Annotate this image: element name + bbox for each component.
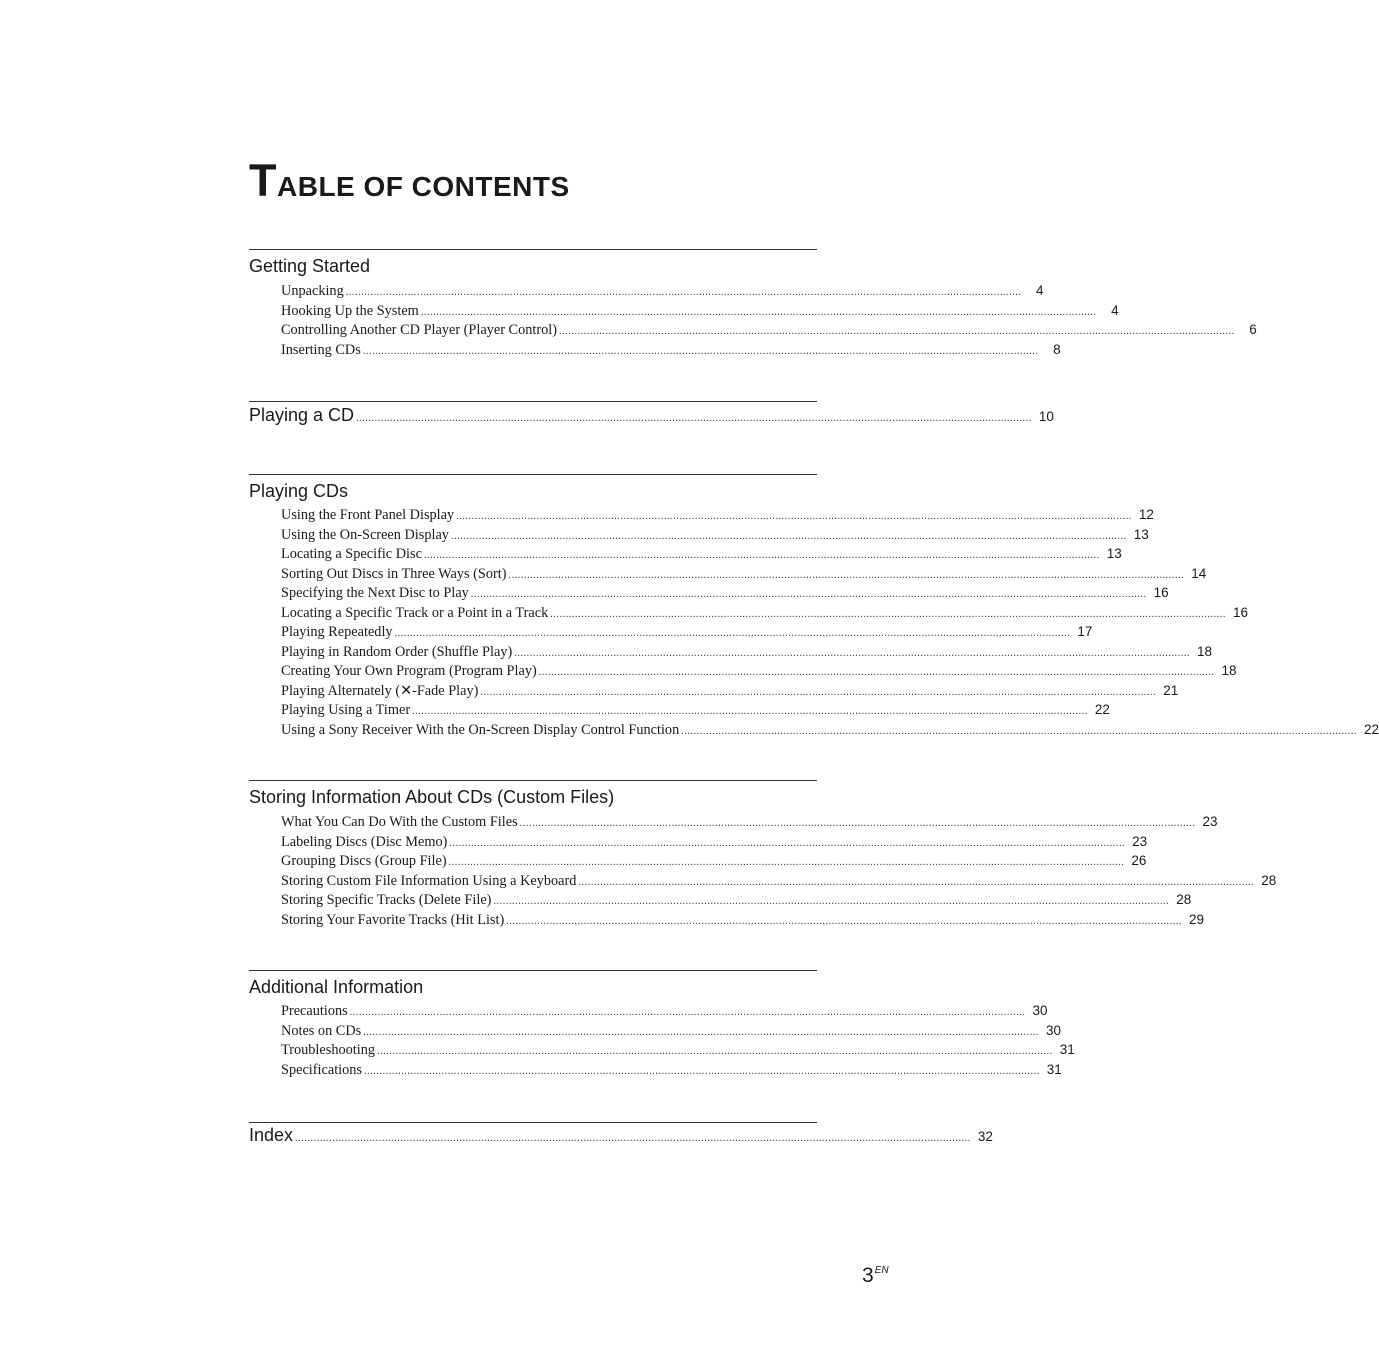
toc-entry-playing-a-cd[interactable]: Playing a CD .......................................................................................................................................................................................................................... 10 xyxy=(249,405,1054,425)
title-rest: ABLE OF CONTENTS xyxy=(277,171,570,202)
section-heading-custom-files: Storing Information About CDs (Custom Files) xyxy=(249,787,615,807)
entry-list-additional-information xyxy=(281,1003,1075,1081)
toc-entry[interactable]: Using the On-Screen Display .......................................................................................................................................................................................................................... 13 xyxy=(281,526,1149,543)
toc-entry[interactable]: Specifying the Next Disc to Play .......................................................................................................................................................................................................................... 16 xyxy=(281,585,1169,601)
toc-entry[interactable]: Using a Sony Receiver With the On-Screen Display Control Function .......................................................................................................................................................................................................................... 22 xyxy=(281,721,1379,738)
toc-entry[interactable]: Specifications .......................................................................................................................................................................................................................... 31 xyxy=(281,1061,1062,1078)
toc-entry[interactable]: Locating a Specific Disc .......................................................................................................................................................................................................................... 13 xyxy=(281,546,1122,562)
toc-entry[interactable]: Grouping Discs (Group File) .......................................................................................................................................................................................................................... 26 xyxy=(281,853,1147,869)
toc-entry-index[interactable]: Index .......................................................................................................................................................................................................................... 32 xyxy=(249,1125,993,1145)
toc-entry[interactable]: Labeling Discs (Disc Memo) .......................................................................................................................................................................................................................... 23 xyxy=(281,833,1148,850)
section-divider xyxy=(249,780,817,781)
page-number: 10 xyxy=(1038,409,1054,424)
toc-entry[interactable]: What You Can Do With the Custom Files .......................................................................................................................................................................................................................... 23 xyxy=(281,814,1218,830)
toc-entry[interactable]: Locating a Specific Track or a Point in a Track .......................................................................................................................................................................................................................... 16 xyxy=(281,604,1249,621)
toc-entry[interactable]: Precautions .......................................................................................................................................................................................................................... 30 xyxy=(281,1003,1048,1019)
section-divider xyxy=(249,249,817,250)
section-divider xyxy=(249,970,817,971)
toc-entry[interactable]: Playing in Random Order (Shuffle Play) .......................................................................................................................................................................................................................... 18 xyxy=(281,643,1213,660)
section-heading-playing-cds: Playing CDs xyxy=(249,481,349,501)
toc-entry[interactable]: Controlling Another CD Player (Player Control) .......................................................................................................................................................................................................................... 6 xyxy=(281,322,1257,338)
toc-entry[interactable]: Storing Custom File Information Using a Keyboard .......................................................................................................................................................................................................................... 28 xyxy=(281,872,1277,889)
toc-entry[interactable]: Creating Your Own Program (Program Play) .......................................................................................................................................................................................................................... 18 xyxy=(281,663,1237,679)
toc-entry[interactable]: Notes on CDs .......................................................................................................................................................................................................................... 30 xyxy=(281,1022,1062,1039)
entry-list-custom-files xyxy=(281,814,1277,931)
toc-entry[interactable]: Hooking Up the System .......................................................................................................................................................................................................................... 4 xyxy=(281,302,1119,319)
page-number-footer: $3^{EN}$ xyxy=(862,1264,889,1287)
title-initial: T xyxy=(249,155,277,206)
toc-entry[interactable]: Playing Repeatedly .......................................................................................................................................................................................................................... 17 xyxy=(281,624,1093,640)
page-number: 32 xyxy=(977,1129,993,1144)
section-heading-getting-started: Getting Started xyxy=(249,256,371,276)
toc-entry[interactable]: Troubleshooting .......................................................................................................................................................................................................................... 31 xyxy=(281,1042,1075,1058)
toc-entry[interactable]: Storing Your Favorite Tracks (Hit List) .......................................................................................................................................................................................................................... 29 xyxy=(281,911,1205,928)
section-heading-additional-information: Additional Information xyxy=(249,977,424,997)
toc-entry[interactable]: Sorting Out Discs in Three Ways (Sort) .......................................................................................................................................................................................................................... 14 xyxy=(281,565,1207,582)
toc-entry[interactable]: Using the Front Panel Display .......................................................................................................................................................................................................................... 12 xyxy=(281,507,1154,523)
section-divider xyxy=(249,401,817,402)
entry-list-getting-started xyxy=(281,283,1257,361)
section-heading-index: Index xyxy=(249,1125,294,1145)
section-heading-playing-a-cd: Playing a CD xyxy=(249,405,355,425)
section-divider xyxy=(249,474,817,475)
entry-list-playing-cds xyxy=(281,507,1379,741)
toc-entry[interactable]: Playing Using a Timer .......................................................................................................................................................................................................................... 22 xyxy=(281,702,1110,718)
toc-entry[interactable]: Playing Alternately (✕-Fade Play) .......................................................................................................................................................................................................................... 21 xyxy=(281,682,1179,699)
toc-entry[interactable]: Unpacking .......................................................................................................................................................................................................................... 4 xyxy=(281,283,1044,299)
section-divider xyxy=(249,1122,817,1123)
toc-entry[interactable]: Inserting CDs .......................................................................................................................................................................................................................... 8 xyxy=(281,341,1061,358)
toc-entry[interactable]: Storing Specific Tracks (Delete File) .......................................................................................................................................................................................................................... 28 xyxy=(281,892,1192,908)
language-code: EN xyxy=(874,1265,889,1276)
page-title xyxy=(249,155,570,206)
